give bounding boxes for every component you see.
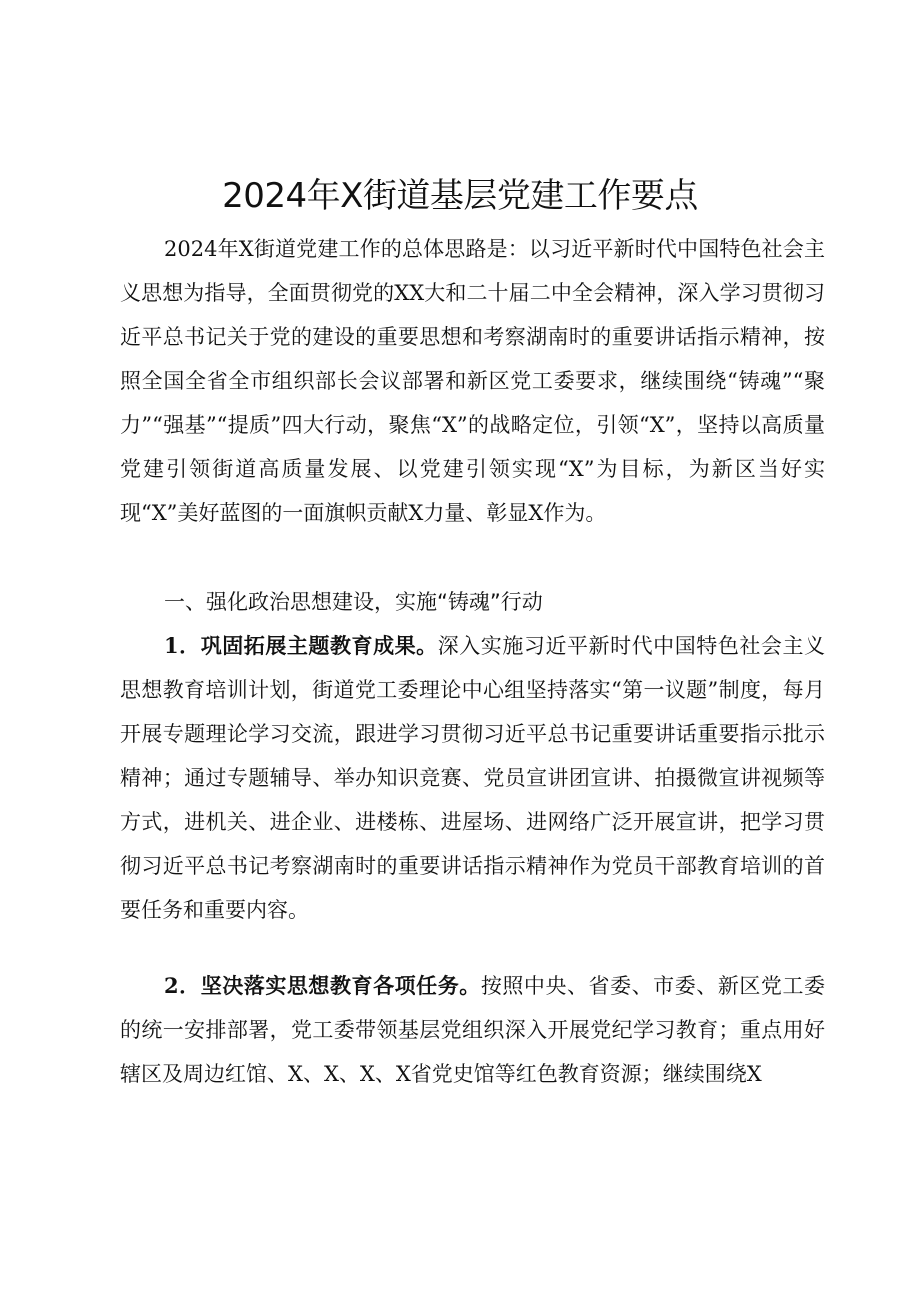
intro-paragraph: 2024年X街道党建工作的总体思路是：以习近平新时代中国特色社会主义思想为指导，全面贯彻党的XX大和二十届二中全会精神，深入学习贯彻习近平总书记关于党的建设的重要思想和考察湖南时的重要讲话指示精神，按照全国全省全市组织部长会议部署和新区党工委要求，继续围绕“铸魂”“聚力”“强基”“提质”四大行动，聚焦“X”的战略定位，引领“X”，坚持以高质量党建引领街道高质量发展、以党建引领实现“X”为目标，为新区当好实现“X”美好蓝图的一面旗帜贡献X力量、彰显X作为。 <box>120 237 825 525</box>
document-title: 2024年X街道基层党建工作要点 <box>222 176 698 216</box>
item-text: 按照中央、省委、市委、新区党工委的统一安排部署，党工委带领基层党组织深入开展党纪学习教育；重点用好辖区及周边红馆、X、X、X、X省党史馆等红色教育资源；继续围绕X <box>120 974 825 1086</box>
item-lead: 2．坚决落实思想教育各项任务。 <box>164 973 481 998</box>
section-heading: 一、强化政治思想建设，实施“铸魂”行动 <box>164 590 543 614</box>
list-item <box>120 624 825 972</box>
list-item <box>120 964 825 1104</box>
item-text: 深入实施习近平新时代中国特色社会主义思想教育培训计划，街道党工委理论中心组坚持落实“第一议题”制度，每月开展专题理论学习交流，跟进学习贯彻习近平总书记重要讲话重要指示批示精神；通过专题辅导、举办知识竞赛、党员宣讲团宣讲、拍摄微宣讲视频等方式，进机关、进企业、进楼栋、进屋场、进网络广泛开展宣讲，把学习贯彻习近平总书记考察湖南时的重要讲话指示精神作为党员干部教育培训的首要任务和重要内容。 <box>120 634 825 922</box>
item-lead: 1．巩固拓展主题教育成果。 <box>164 633 438 658</box>
